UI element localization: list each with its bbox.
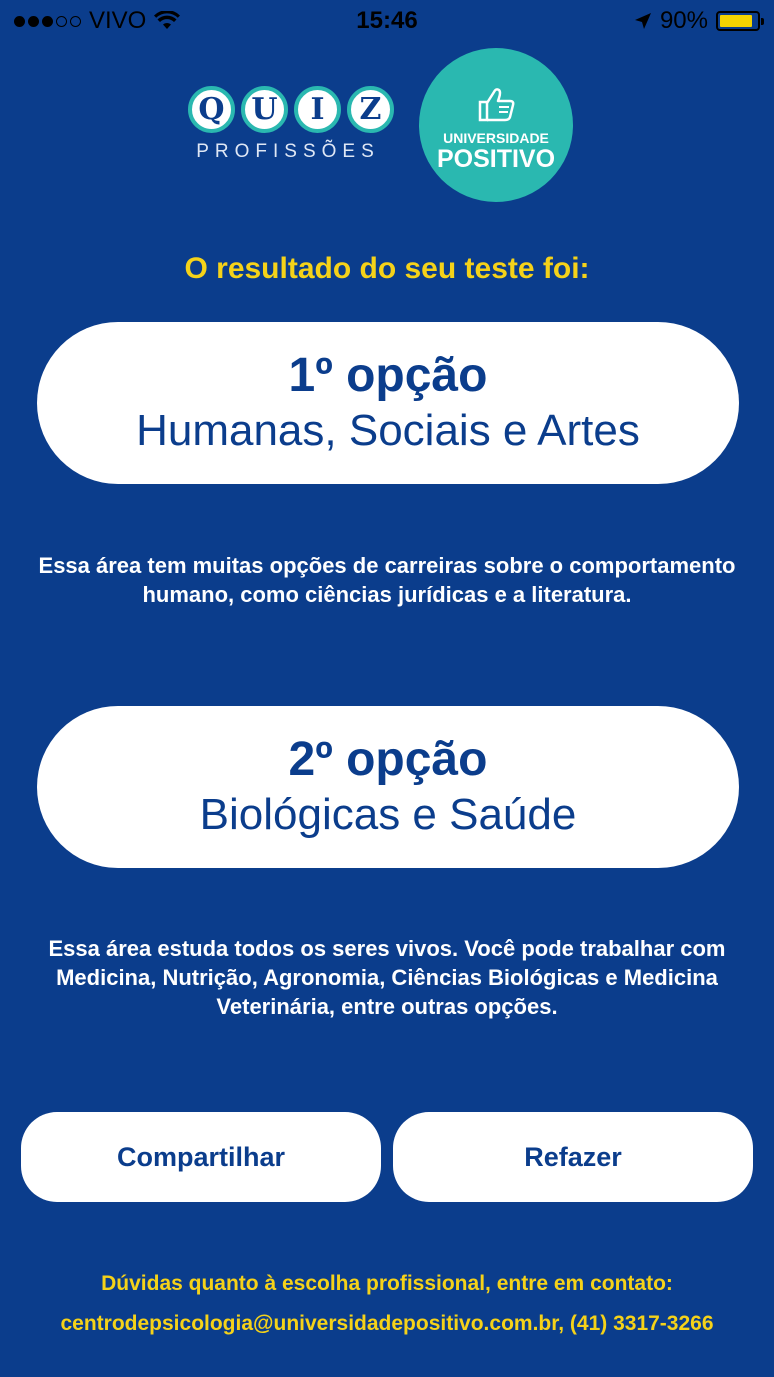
- first-option-card: [37, 322, 739, 484]
- second-option-area: Biológicas e Saúde: [199, 790, 577, 839]
- status-time: 15:46: [356, 7, 418, 34]
- status-left: [14, 7, 180, 35]
- battery-fill: [720, 15, 752, 27]
- thumbs-up-icon: [476, 86, 516, 124]
- second-option-description: Essa área estuda todos os seres vivos. Você pode trabalhar com Medicina, Nutrição, Agronomia, Ciências Biológicas e Medicina Veterinária, entre outras opções.: [48, 936, 726, 1019]
- first-option-rank: 1º opção: [288, 349, 488, 402]
- quiz-profissoes-logo: [188, 86, 398, 170]
- second-option-card: [37, 706, 739, 868]
- status-bar: [0, 0, 774, 42]
- quiz-letter-q: Q: [188, 86, 235, 133]
- first-option-area: Humanas, Sociais e Artes: [136, 406, 640, 455]
- quiz-letter-z: Z: [347, 86, 394, 133]
- quiz-letter-u: U: [241, 86, 288, 133]
- location-arrow-icon: [634, 12, 652, 30]
- first-option-description: Essa área tem muitas opções de carreiras sobre o comportamento humano, como ciências jurídicas e a literatura.: [38, 553, 736, 607]
- result-headline: O resultado do seu teste foi:: [184, 252, 590, 285]
- battery-percent: 90%: [659, 7, 708, 34]
- university-name-line1: UNIVERSIDADE: [443, 130, 549, 146]
- contact-prompt: Dúvidas quanto à escolha profissional, entre em contato:: [101, 1272, 673, 1295]
- redo-button[interactable]: Refazer: [393, 1112, 753, 1202]
- universidade-positivo-logo: [419, 48, 573, 202]
- quiz-logo-subtitle: PROFISSÕES: [196, 141, 380, 162]
- quiz-letters: [188, 86, 398, 133]
- contact-details[interactable]: centrodepsicologia@universidadepositivo.com.br, (41) 3317-3266: [60, 1312, 714, 1335]
- battery-icon: [716, 11, 760, 31]
- carrier-name: VIVO: [89, 7, 147, 34]
- wifi-icon: [154, 11, 180, 31]
- university-name-line2: POSITIVO: [436, 145, 556, 173]
- share-button[interactable]: Compartilhar: [21, 1112, 381, 1202]
- quiz-letter-i: I: [294, 86, 341, 133]
- signal-strength-icon: [14, 16, 81, 27]
- status-right: [634, 7, 760, 35]
- second-option-rank: 2º opção: [288, 733, 488, 786]
